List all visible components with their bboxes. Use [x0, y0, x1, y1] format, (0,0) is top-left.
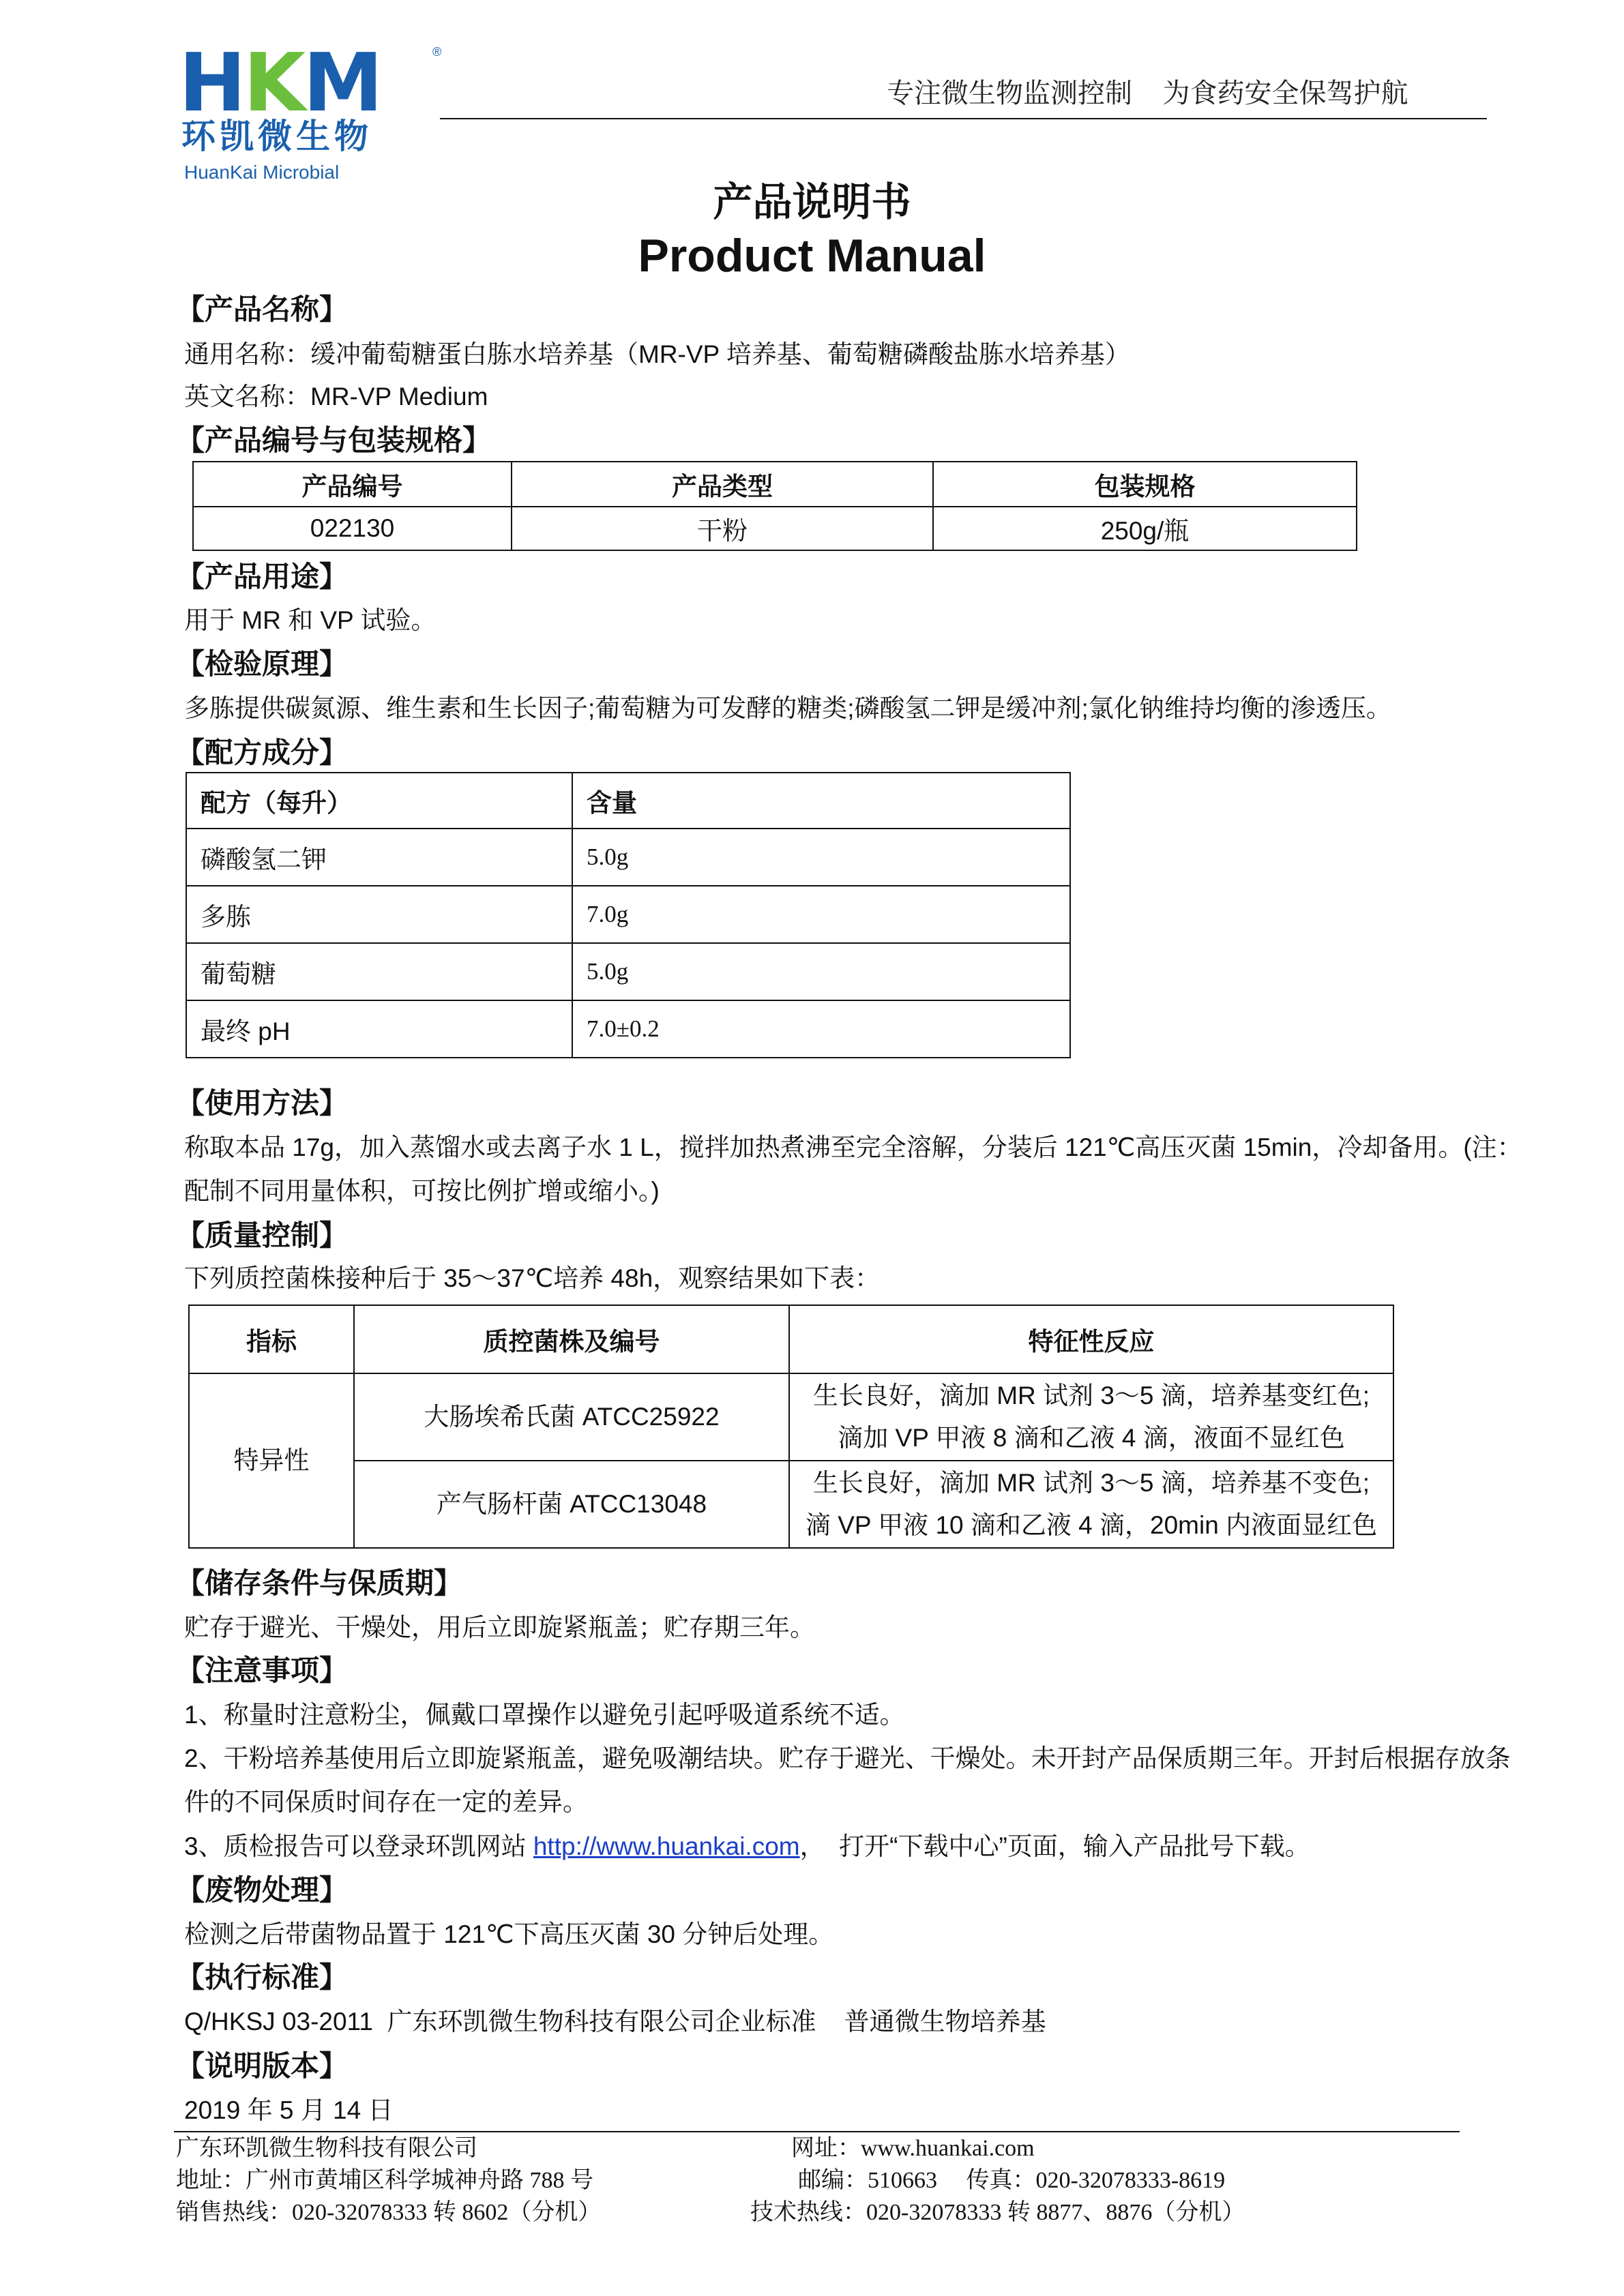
amount-cell: 5.0g [572, 943, 1070, 1000]
section-heading-qc: 【质量控制】 [176, 1219, 349, 1251]
logo-english-name: HuanKai Microbial [184, 162, 340, 183]
amount-cell: 7.0g [572, 886, 1070, 943]
page-title-english: Product Manual [638, 230, 986, 282]
qc-table [188, 1304, 1394, 1549]
method-text-line1: 称取本品 17g，加入蒸馏水或去离子水 1 L，搅拌加热煮沸至完全溶解，分装后 121℃高压灭菌 15min，冷却备用。(注： [184, 1133, 1522, 1161]
amount-cell: 7.0±0.2 [572, 1000, 1070, 1058]
table-header-cell: 含量 [572, 773, 1070, 829]
reaction-line: 生长良好，滴加 MR 试剂 3～5 滴，培养基变红色; [812, 1382, 1370, 1410]
footer-tech-hotline: 技术热线：020-32078333 转 8877、8876（分机） [750, 2200, 1245, 2225]
table-header-row [193, 462, 1357, 507]
english-name: 英文名称：MR-VP Medium [184, 383, 488, 411]
section-heading-waste: 【废物处理】 [176, 1874, 349, 1906]
table-header-cell: 配方（每升） [186, 773, 572, 829]
footer-address: 地址：广州市黄埔区科学城神舟路 788 号 [176, 2168, 593, 2193]
footer-company: 广东环凯微生物科技有限公司 [176, 2136, 477, 2161]
table-row [189, 1373, 1393, 1461]
reaction-line: 滴加 VP 甲液 8 滴和乙液 4 滴，液面不显红色 [838, 1424, 1345, 1452]
spec-table [192, 461, 1357, 551]
logo-mark: HKM [179, 35, 381, 130]
section-heading-storage: 【储存条件与保质期】 [176, 1567, 463, 1599]
section-heading-formula: 【配方成分】 [176, 736, 349, 769]
table-header-cell: 特征性反应 [789, 1305, 1393, 1373]
table-row [189, 1461, 1393, 1548]
table-row [186, 829, 1070, 886]
indicator-cell: 特异性 [189, 1373, 354, 1548]
table-header-cell: 指标 [189, 1305, 354, 1373]
footer-divider [174, 2131, 1460, 2132]
section-heading-method: 【使用方法】 [176, 1087, 349, 1119]
table-header-row [186, 773, 1070, 829]
table-row [193, 507, 1357, 550]
reaction-cell [789, 1373, 1393, 1461]
strain-cell: 产气肠杆菌 ATCC13048 [354, 1461, 789, 1548]
formula-table [186, 772, 1071, 1058]
ingredient-cell: 葡萄糖 [186, 943, 572, 1000]
common-name: 通用名称：缓冲葡萄糖蛋白胨水培养基（MR-VP 培养基、葡萄糖磷酸盐胨水培养基） [184, 340, 1130, 368]
section-heading-use: 【产品用途】 [176, 561, 349, 593]
registered-mark: ® [432, 45, 442, 59]
section-heading-notes: 【注意事项】 [176, 1654, 349, 1686]
ingredient-cell: 磷酸氢二钾 [186, 829, 572, 886]
use-text: 用于 MR 和 VP 试验。 [184, 606, 437, 634]
standard-text: Q/HKSJ 03-2011 广东环凯微生物科技有限公司企业标准 普通微生物培养基 [184, 2008, 1046, 2036]
table-header-cell: 包装规格 [933, 462, 1357, 507]
reaction-cell [789, 1461, 1393, 1548]
storage-text: 贮存于避光、干燥处，用后立即旋紧瓶盖；贮存期三年。 [184, 1613, 815, 1641]
reaction-line: 滴 VP 甲液 10 滴和乙液 4 滴，20min 内液面显红色 [805, 1511, 1378, 1539]
ingredient-cell: 多胨 [186, 886, 572, 943]
page-title-chinese: 产品说明书 [713, 180, 911, 224]
company-logo [179, 35, 442, 183]
note-3-prefix: 3、质检报告可以登录环凯网站 [184, 1832, 533, 1860]
note-2-line2: 件的不同保质时间存在一定的差异。 [184, 1788, 588, 1816]
table-row [186, 943, 1070, 1000]
header-slogan: 专注微生物监测控制 为食药安全保驾护航 [887, 78, 1408, 108]
method-text-line2: 配制不同用量体积，可按比例扩增或缩小。) [184, 1177, 660, 1205]
ingredient-cell: 最终 pH [186, 1000, 572, 1058]
version-date: 2019 年 5 月 14 日 [184, 2096, 394, 2124]
note-1: 1、称量时注意粉尘，佩戴口罩操作以避免引起呼吸道系统不适。 [184, 1701, 905, 1729]
note-3 [184, 1830, 1310, 1864]
table-header-cell: 质控菌株及编号 [354, 1305, 789, 1373]
product-type-cell: 干粉 [512, 507, 933, 550]
section-heading-standard: 【执行标准】 [176, 1961, 349, 1993]
product-code-cell: 022130 [193, 507, 512, 550]
footer-postcode-fax: 邮编：510663 传真：020-32078333-8619 [798, 2168, 1226, 2193]
table-header-cell: 产品编号 [193, 462, 512, 507]
section-heading-spec: 【产品编号与包装规格】 [176, 424, 492, 456]
table-row [186, 1000, 1070, 1058]
qc-intro: 下列质控菌株接种后于 35～37℃培养 48h，观察结果如下表： [184, 1264, 881, 1292]
table-header-cell: 产品类型 [512, 462, 933, 507]
section-heading-principle: 【检验原理】 [176, 648, 349, 680]
strain-cell: 大肠埃希氏菌 ATCC25922 [354, 1373, 789, 1461]
table-header-row [189, 1305, 1393, 1373]
logo-chinese-name: 环凯微生物 [181, 117, 372, 155]
principle-text: 多胨提供碳氮源、维生素和生长因子;葡萄糖为可发酵的糖类;磷酸氢二钾是缓冲剂;氯化钠维持均衡的渗透压。 [184, 694, 1391, 722]
amount-cell: 5.0g [572, 829, 1070, 886]
section-heading-product-name: 【产品名称】 [176, 293, 349, 325]
section-heading-version: 【说明版本】 [176, 2050, 349, 2082]
website-link[interactable]: http://www.huankai.com [533, 1832, 800, 1860]
reaction-line: 生长良好，滴加 MR 试剂 3～5 滴，培养基不变色; [812, 1469, 1370, 1497]
package-spec-cell: 250g/瓶 [933, 507, 1357, 550]
note-3-suffix: ， 打开“下载中心”页面，输入产品批号下载。 [799, 1832, 1310, 1860]
waste-text: 检测之后带菌物品置于 121℃下高压灭菌 30 分钟后处理。 [184, 1920, 834, 1948]
header-divider [440, 118, 1487, 119]
table-row [186, 886, 1070, 943]
note-2-line1: 2、干粉培养基使用后立即旋紧瓶盖，避免吸潮结块。贮存于避光、干燥处。未开封产品保质期三年。开封后根据存放条 [184, 1744, 1511, 1772]
footer-sales-hotline: 销售热线：020-32078333 转 8602（分机） [176, 2200, 602, 2225]
footer-website: 网址：www.huankai.com [791, 2136, 1035, 2161]
